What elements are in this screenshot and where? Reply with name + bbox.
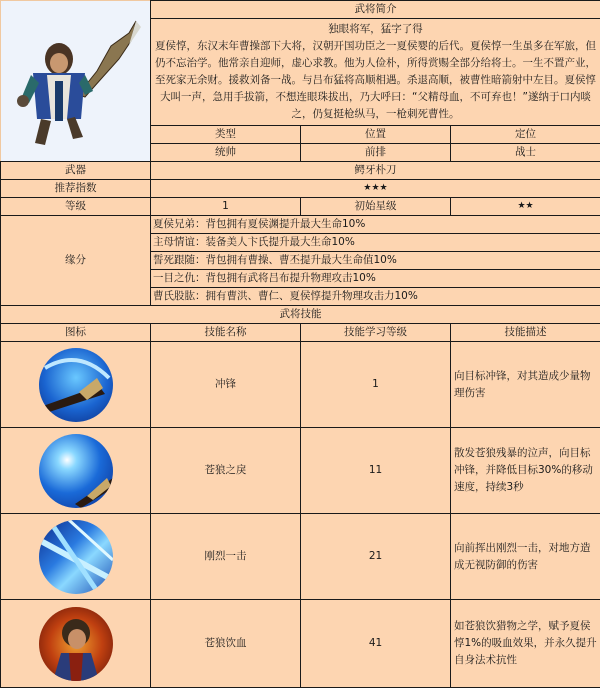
fate-item: 夏侯兄弟：背包拥有夏侯渊提升最大生命10% xyxy=(151,216,600,234)
skill-name: 冲锋 xyxy=(151,342,301,428)
skill-row xyxy=(1,600,600,688)
skill-icon-cell xyxy=(1,514,151,600)
recommend-label: 推荐指数 xyxy=(1,180,151,198)
skill-level: 21 xyxy=(301,514,451,600)
fierce-strike-skill-icon xyxy=(39,520,113,594)
position-value: 前排 xyxy=(301,144,451,162)
initial-star-label: 初始星级 xyxy=(301,198,451,216)
level-value: 1 xyxy=(151,198,301,216)
skills-col-level: 技能学习等级 xyxy=(301,324,451,342)
fate-item: 一目之仇：背包拥有武将吕布提升物理攻击10% xyxy=(151,270,600,288)
skills-col-icon: 图标 xyxy=(1,324,151,342)
wolf-blood-skill-icon xyxy=(39,607,113,681)
skill-name: 苍狼饮血 xyxy=(151,600,301,688)
skill-desc: 散发苍狼残暴的泣声，向目标冲锋，并降低目标30%的移动速度，持续3秒 xyxy=(451,428,600,514)
weapon-value: 鳄牙朴刀 xyxy=(151,162,600,180)
fate-label: 缘分 xyxy=(1,216,151,306)
general-portrait xyxy=(1,1,151,162)
general-title: 独眼将军，猛字了得 xyxy=(154,21,597,38)
type-header: 类型 xyxy=(151,126,301,144)
skill-icon-cell xyxy=(1,600,151,688)
skill-icon-cell xyxy=(1,342,151,428)
fate-item: 主母情谊：装备美人卞氏提升最大生命10% xyxy=(151,234,600,252)
general-bio xyxy=(151,19,600,126)
recommend-stars: ★★★ xyxy=(151,180,600,198)
skill-level: 11 xyxy=(301,428,451,514)
general-portrait-image xyxy=(1,11,151,152)
type-value: 统帅 xyxy=(151,144,301,162)
skills-col-desc: 技能描述 xyxy=(451,324,600,342)
skill-desc: 向前挥出刚烈一击，对地方造成无视防御的伤害 xyxy=(451,514,600,600)
initial-star-value: ★★ xyxy=(451,198,600,216)
skill-icon-cell xyxy=(1,428,151,514)
wolf-fury-skill-icon xyxy=(39,434,113,508)
skill-level: 1 xyxy=(301,342,451,428)
position-header: 位置 xyxy=(301,126,451,144)
skills-header: 武将技能 xyxy=(1,306,600,324)
skill-desc: 如苍狼饮猎物之学，赋予夏侯惇1%的吸血效果，并永久提升自身法术抗性 xyxy=(451,600,600,688)
skill-row xyxy=(1,428,600,514)
skill-desc: 向目标冲锋，对其造成少量物理伤害 xyxy=(451,342,600,428)
weapon-label: 武器 xyxy=(1,162,151,180)
role-header: 定位 xyxy=(451,126,600,144)
intro-header: 武将简介 xyxy=(151,1,600,19)
skill-name: 刚烈一击 xyxy=(151,514,301,600)
level-label: 等级 xyxy=(1,198,151,216)
skill-name: 苍狼之戾 xyxy=(151,428,301,514)
skills-col-name: 技能名称 xyxy=(151,324,301,342)
skill-level: 41 xyxy=(301,600,451,688)
general-biography: 夏侯惇，东汉末年曹操部下大将，汉朝开国功臣之一夏侯婴的后代。夏侯惇一生虽多在军旅，但仍不忘治学。他常亲自迎师，虚心求教。他为人俭朴，所得赏赐全部分给将士。一生不置产业，至死家无余财。援救刘备一战。与吕布猛将高顺相遇。杀退高顺，被曹性暗箭射中左目。夏侯惇大叫一声，急用手拔箭，不想连眼珠拔出，乃大呼曰：“父精母血，不可弃也！”遂纳于口内啖之，仍复挺枪纵马，一枪刺死曹性。 xyxy=(154,38,597,123)
role-value: 战士 xyxy=(451,144,600,162)
skill-row xyxy=(1,514,600,600)
fate-item: 曹氏股肱：拥有曹洪、曹仁、夏侯惇提升物理攻击力10% xyxy=(151,288,600,306)
charge-skill-icon xyxy=(39,348,113,422)
fate-item: 誓死跟随：背包拥有曹操、曹丕提升最大生命值10% xyxy=(151,252,600,270)
skill-row xyxy=(1,342,600,428)
